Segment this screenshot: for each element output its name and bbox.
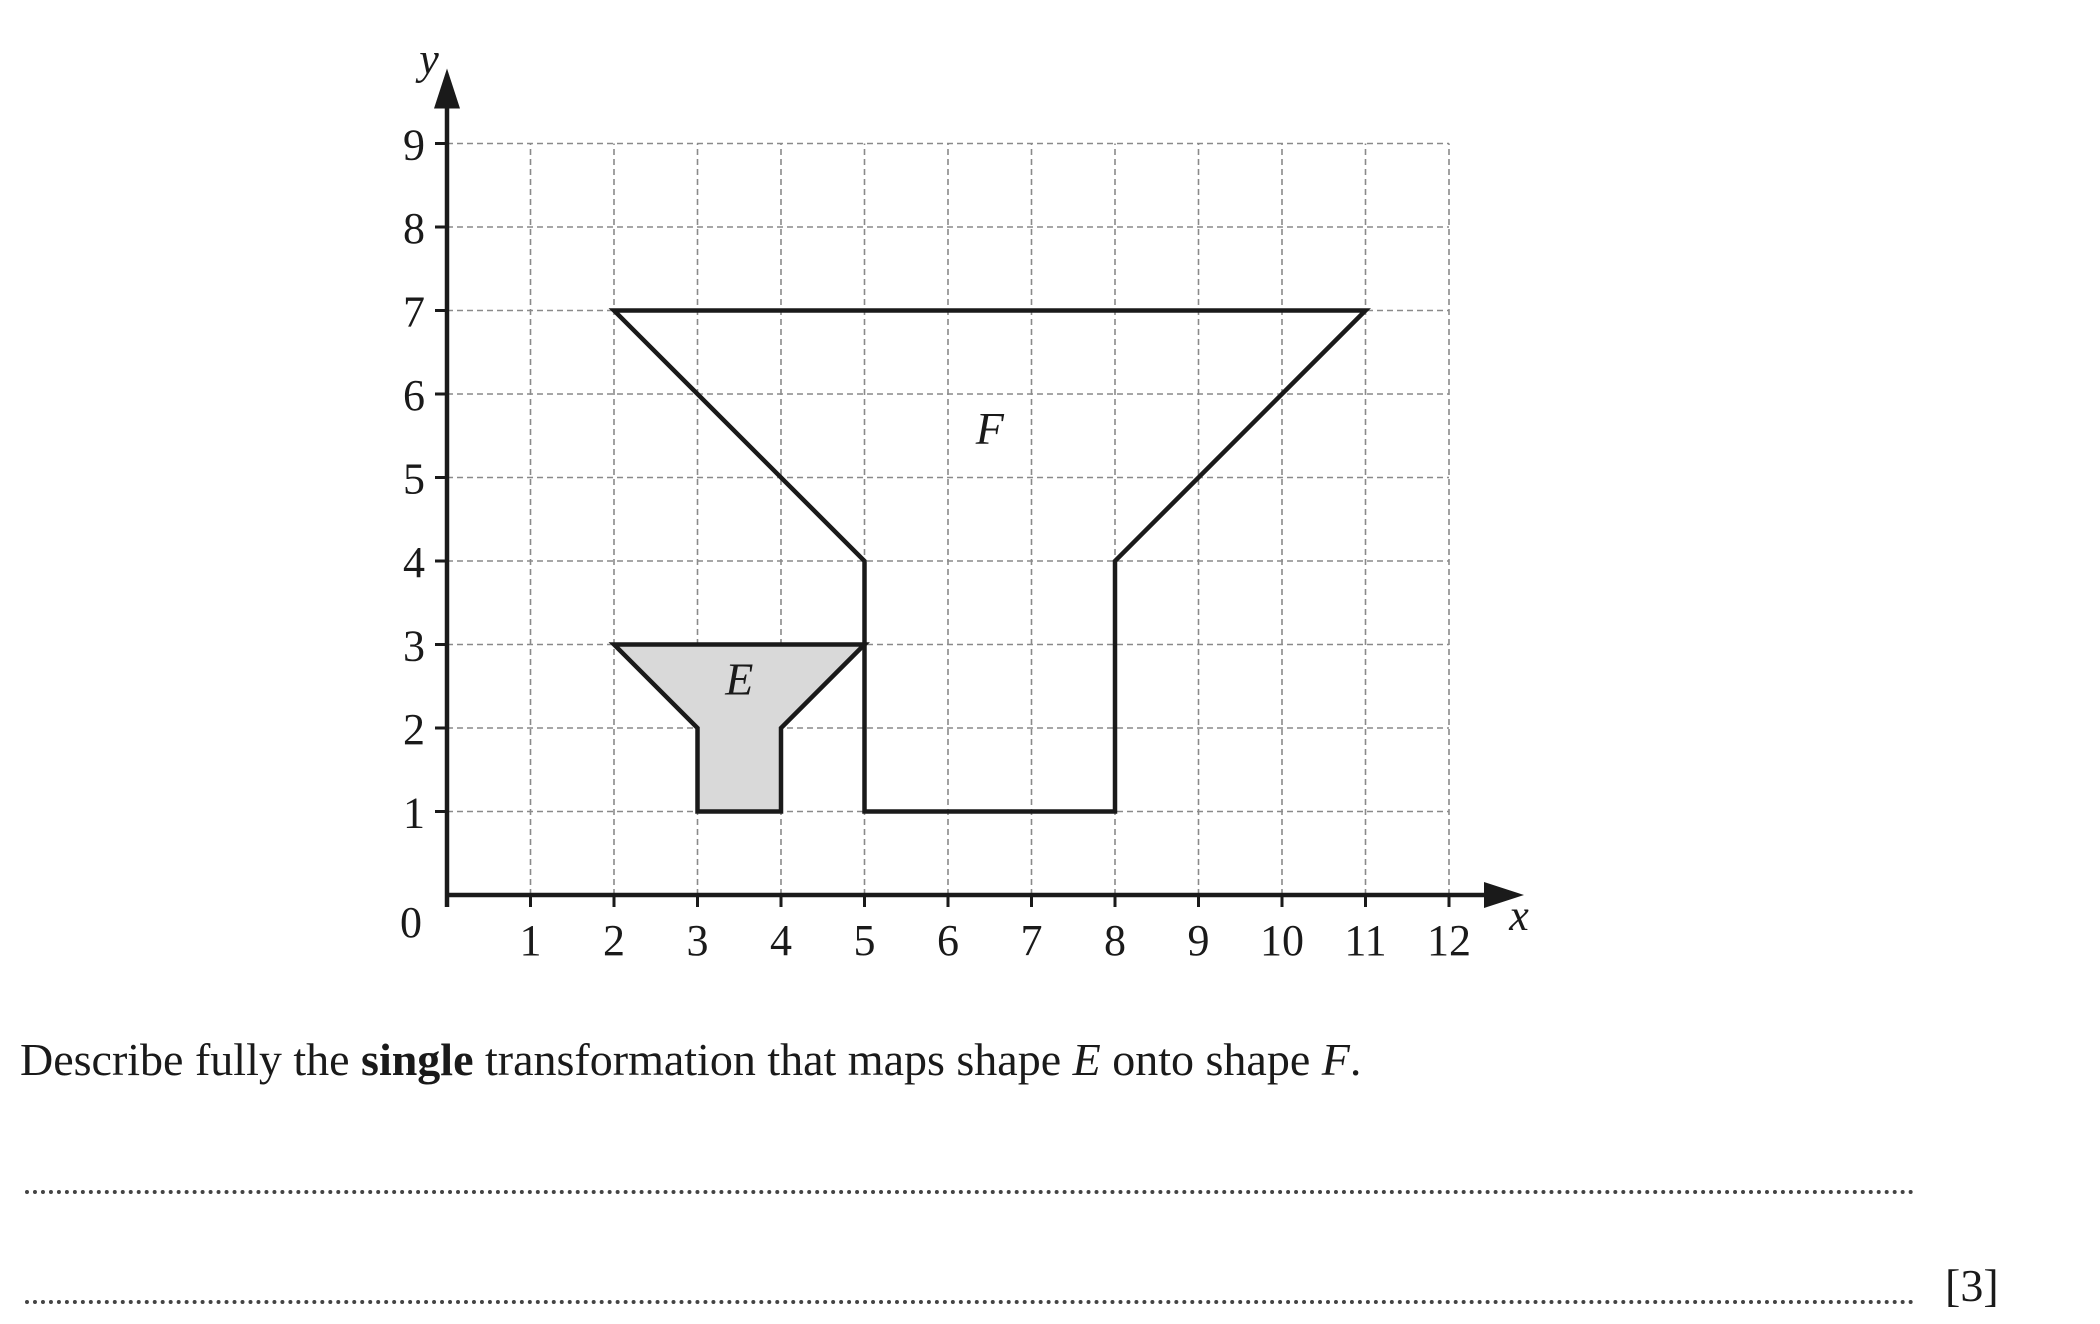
x-tick-label: 5 [853,916,876,965]
marks-label: [3] [1945,1260,1999,1311]
x-tick-label: 11 [1344,916,1387,965]
x-tick-label: 12 [1427,916,1471,965]
x-tick-label: 2 [603,916,625,965]
question-text-part: transformation that maps shape [473,1034,1073,1085]
labels [400,35,1529,966]
axes [434,69,1524,909]
question-text-part: . [1349,1034,1362,1085]
grid-lines [447,144,1449,896]
x-tick-label: 8 [1104,916,1126,965]
y-tick-label: 1 [403,788,425,838]
y-tick-label: 4 [403,538,425,587]
x-tick-label: 10 [1260,916,1304,965]
x-tick-label: 9 [1187,916,1210,965]
shape-f-reference: F [1321,1034,1350,1085]
x-axis-label: x [1509,891,1529,940]
question-text [20,1032,1361,1088]
question-emphasis: single [361,1034,474,1085]
x-tick-label: 1 [519,916,542,965]
x-tick-label: 6 [937,916,959,965]
answer-line[interactable] [25,1190,1915,1194]
y-tick-label: 9 [403,120,425,170]
shape-e-reference: E [1072,1034,1101,1085]
x-tick-label: 7 [1020,916,1043,965]
x-tick-label: 4 [770,916,792,965]
origin-label: 0 [400,898,422,947]
y-tick-label: 7 [403,287,425,337]
y-tick-label: 8 [403,204,425,253]
y-tick-label: 2 [403,705,425,754]
y-tick-label: 5 [403,454,425,504]
x-tick-label: 3 [686,916,709,965]
y-tick-label: 6 [403,371,425,420]
y-tick-label: 3 [403,621,425,671]
answer-line[interactable] [25,1300,1915,1304]
question-text-part: onto shape [1100,1034,1322,1085]
shape-e-label: E [725,653,754,705]
question-text-part: Describe fully the [20,1034,362,1085]
shape-f-label: F [975,403,1004,455]
y-axis-label: y [419,34,439,84]
